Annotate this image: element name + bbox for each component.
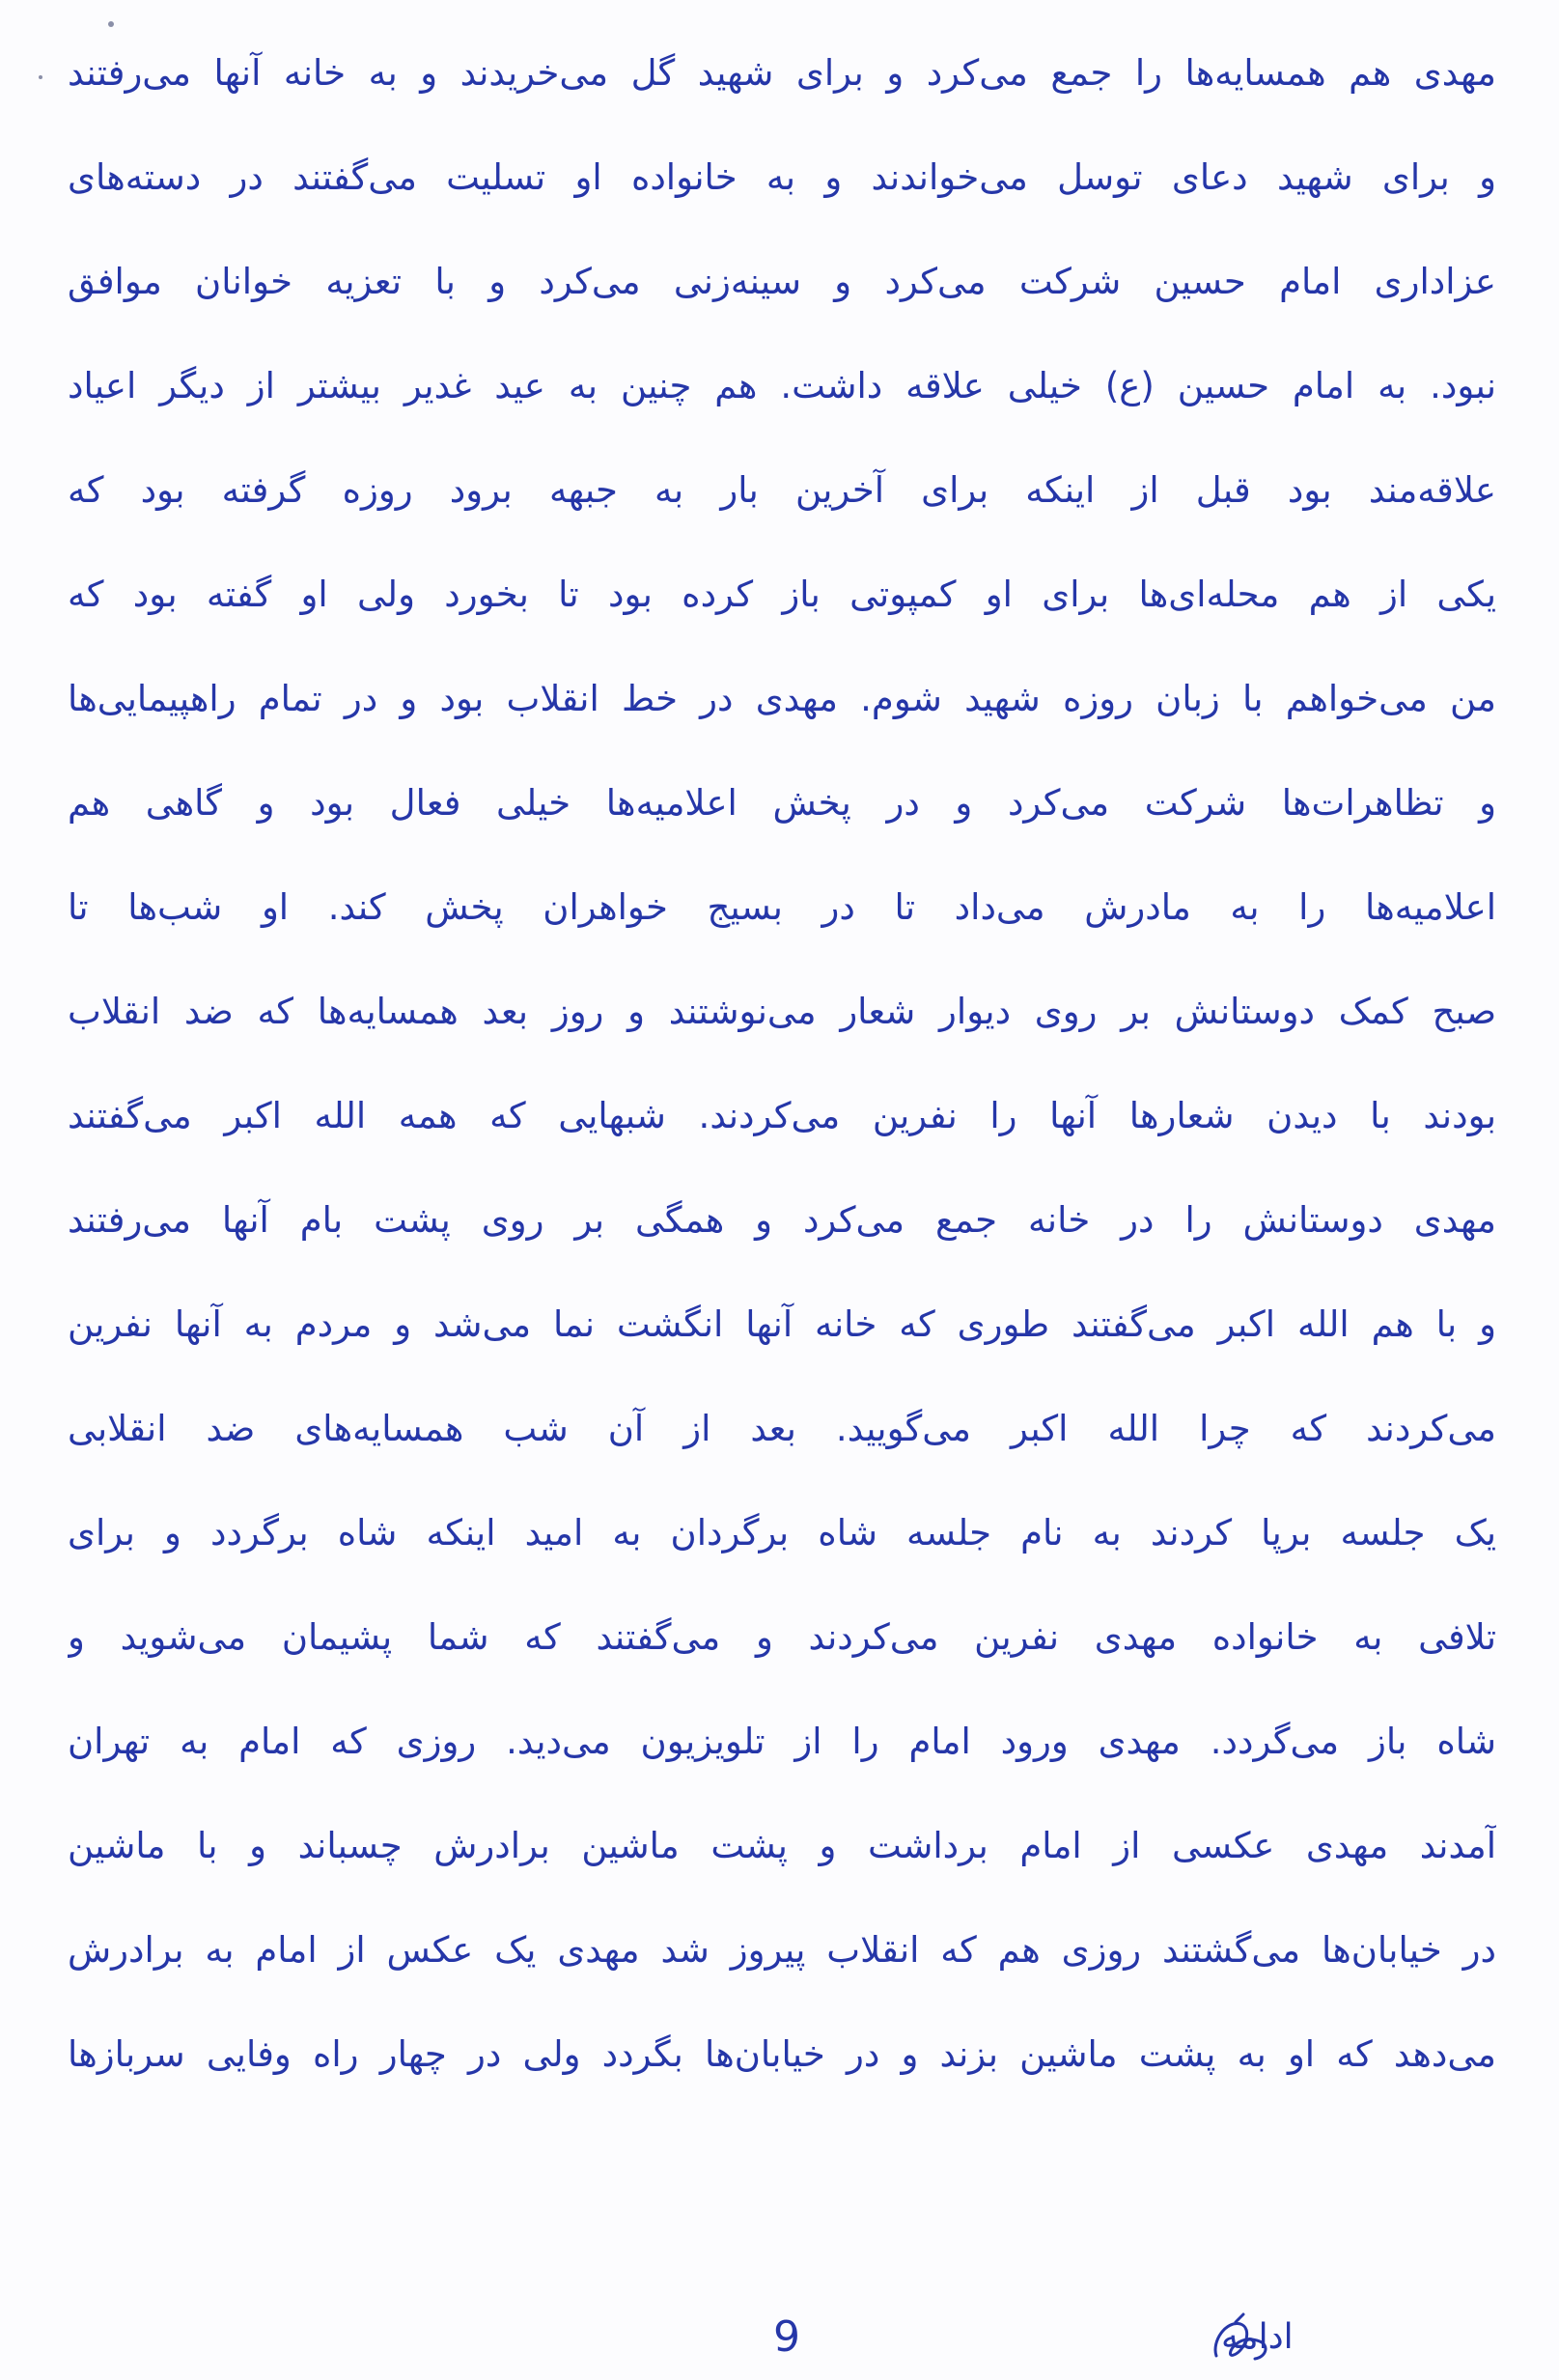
text-line: یکی از هم محله‌ای‌ها برای او کمپوتی باز کرده بود تا بخورد ولی او گفته بود که [68, 574, 1496, 615]
text-line: علاقه‌مند بود قبل از اینکه برای آخرین بار به جبهه برود روزه گرفته بود که [68, 469, 1496, 511]
handwritten-text-body [68, 21, 1496, 2107]
text-line: یک جلسه برپا کردند به نام جلسه شاه برگردان به امید اینکه شاه برگردد و برای [68, 1512, 1496, 1554]
text-line: شاه باز می‌گردد. مهدی ورود امام را از تلویزیون می‌دید. روزی که امام به تهران [68, 1721, 1496, 1762]
text-line: می‌دهد که او به پشت ماشین بزند و در خیابان‌ها بگردد ولی در چهار راه وفایی سربازها [68, 2033, 1496, 2075]
text-line: صبح کمک دوستانش بر روی دیوار شعار می‌نوشتند و روز بعد همسایه‌ها که ضد انقلاب [68, 991, 1496, 1032]
text-line: و با هم الله اکبر می‌گفتند طوری که خانه آنها انگشت نما می‌شد و مردم به آنها نفرین [68, 1303, 1496, 1345]
text-line: مهدی دوستانش را در خانه جمع می‌کرد و همگی بر روی پشت بام آنها می‌رفتند [68, 1199, 1496, 1241]
text-line: تلافی به خانواده مهدی نفرین می‌کردند و می‌گفتند که شما پشیمان می‌شوید و [68, 1616, 1496, 1658]
text-line: آمدند مهدی عکسی از امام برداشت و پشت ماشین برادرش چسباند و با ماشین [68, 1825, 1496, 1866]
text-line: اعلامیه‌ها را به مادرش می‌داد تا در بسیج خواهران پخش کند. او شب‌ها تا [68, 886, 1496, 928]
text-line: مهدی هم همسایه‌ها را جمع می‌کرد و برای شهید گل می‌خریدند و به خانه آنها می‌رفتند [68, 52, 1496, 94]
continuation-word: ادامه [1221, 2317, 1294, 2357]
signature-mark [1207, 2312, 1303, 2370]
text-line: نبود. به امام حسین (ع) خیلی علاقه داشت. هم چنین به عید غدیر بیشتر از دیگر اعیاد [68, 365, 1496, 406]
page-number: 9 [773, 2312, 800, 2362]
text-line: بودند با دیدن شعارها آنها را نفرین می‌کردند. شبهایی که همه الله اکبر می‌گفتند [68, 1095, 1496, 1136]
text-line: و تظاهرات‌ها شرکت می‌کرد و در پخش اعلامیه‌ها خیلی فعال بود و گاهی هم [68, 782, 1496, 824]
scan-speck [39, 75, 42, 79]
text-line: من می‌خواهم با زبان روزه شهید شوم. مهدی در خط انقلاب بود و در تمام راهپیمایی‌ها [68, 678, 1496, 719]
text-line: و برای شهید دعای توسل می‌خواندند و به خانواده او تسلیت می‌گفتند در دسته‌های [68, 156, 1496, 198]
text-line: عزاداری امام حسین شرکت می‌کرد و سینه‌زنی می‌کرد و با تعزیه خوانان موافق [68, 261, 1496, 302]
text-line: می‌کردند که چرا الله اکبر می‌گویید. بعد از آن شب همسایه‌های ضد انقلابی [68, 1408, 1496, 1449]
text-line: در خیابان‌ها می‌گشتند روزی هم که انقلاب پیروز شد مهدی یک عکس از امام به برادرش [68, 1929, 1496, 1971]
